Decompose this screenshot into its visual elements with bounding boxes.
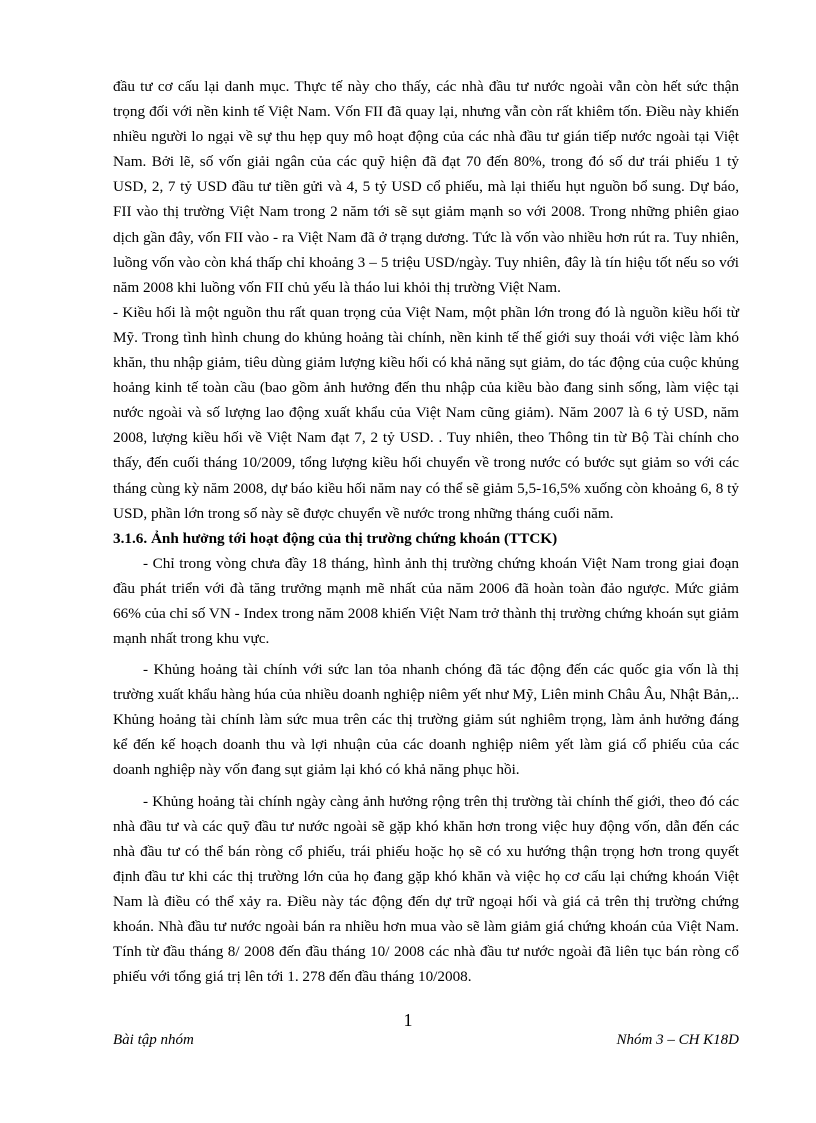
footer-left-text: Bài tập nhóm [113, 1032, 194, 1048]
paragraph-export-markets: - Khủng hoảng tài chính với sức lan tỏa nhanh chóng đã tác động đến các quốc gia vốn là thị trường xuất khẩu hàng húa của nhiều doanh nghiệp niêm yết như Mỹ, Liên minh Châu Âu, Nhật Bản,.. Khủng hoảng tài chính làm sức mua trên các thị trường giảm sút nghiêm trọng, làm ảnh hưởng đáng kể đến kế hoạch doanh thu và lợi nhuận của các doanh nghiệp niêm yết làm giá cổ phiếu của các doanh nghiệp này vốn đang sụt giảm lại khó có khả năng phục hồi. [113, 661, 739, 779]
paragraph-remittance: - Kiều hối là một nguồn thu rất quan trọng của Việt Nam, một phần lớn trong đó là nguồn kiều hối từ Mỹ. Trong tình hình chung do khủng hoảng tài chính, nền kinh tế thế giới suy thoái với việc làm khó khăn, thu nhập giảm, tiêu dùng giảm lượng kiều hối có khả năng sụt giảm, do tác động của cuộc khủng hoảng kinh tế toàn cầu (bao gồm ảnh hưởng đến thu nhập của kiều bào đang sinh sống, làm việc tại nước ngoài và số lượng lao động xuất khẩu của Việt Nam cũng giảm). Năm 2007 là 6 tỷ USD, năm 2008, lượng kiều hối về Việt Nam đạt 7, 2 tỷ USD. . Tuy nhiên, theo Thông tin từ Bộ Tài chính cho thấy, đến cuối tháng 10/2009, tổng lượng kiều hối chuyển về trong nước có bước sụt giảm so với các tháng cùng kỳ năm 2008, dự báo kiều hối năm nay có thể sẽ giảm 5,5-16,5% xuống còn khoảng 6, 8 tỷ USD, phần lớn trong số này sẽ được chuyển về nước trong những tháng cuối năm. [113, 303, 739, 522]
paragraph-fii: đầu tư cơ cấu lại danh mục. Thực tế này cho thấy, các nhà đầu tư nước ngoài vẫn còn hết sức thận trọng đối với nền kinh tế Việt Nam. Vốn FII đã quay lại, nhưng vẫn còn rất khiêm tốn. Điều này khiến nhiều người lo ngại về sự thu hẹp quy mô hoạt động của các nhà đầu tư gián tiếp nước ngoài tại Việt Nam. Bởi lẽ, số vốn giải ngân của các quỹ hiện đã đạt 70 đến 80%, trong đó số dư trái phiếu 1 tỷ USD, 2, 7 tỷ USD đầu tư tiền gửi và 4, 5 tỷ USD cổ phiếu, mà lại thiếu hụt nguồn bổ sung. Dự báo, FII vào thị trường Việt Nam trong 2 năm tới sẽ sụt giảm mạnh so với 2008. Trong những phiên giao dịch gần đây, vốn FII vào - ra Việt Nam đã ở trạng dương. Tức là vốn vào nhiều hơn rút ra. Tuy nhiên, luồng vốn vào còn khá thấp chỉ khoảng 3 – 5 triệu USD/ngày. Tuy nhiên, đây là tín hiệu tốt nếu so với năm 2008 khi luồng vốn FII chủ yếu là tháo lui khỏi thị trường Việt Nam. [113, 78, 739, 296]
paragraph-foreign-investors: - Khủng hoảng tài chính ngày càng ảnh hưởng rộng trên thị trường tài chính thế giới, theo đó các nhà đầu tư và các quỹ đầu tư nước ngoài sẽ gặp khó khăn hơn trong việc huy động vốn, dẫn đến các nhà đầu tư có thể bán ròng cổ phiếu, trái phiếu hoặc họ sẽ có xu hướng thận trọng hơn trong quyết định đầu tư khi các thị trường lớn của họ đang gặp khó khăn và việc họ cơ cấu lại chứng khoán Việt Nam là điều có thể xảy ra. Điều này tác động đến dự trữ ngoại hối và giá cả trên thị trường chứng khoán. Nhà đầu tư nước ngoài bán ra nhiều hơn mua vào sẽ làm giảm giá chứng khoán của Việt Nam. Tính từ đầu tháng 8/ 2008 đến đầu tháng 10/ 2008 các nhà đầu tư nước ngoài đã liên tục bán ròng cổ phiếu với tổng giá trị lên tới 1. 278 đến đầu tháng 10/2008. [113, 792, 739, 986]
section-heading: 3.1.6. Ảnh hưởng tới hoạt động của thị trường chứng khoán (TTCK) [113, 529, 558, 547]
document-body [113, 74, 739, 989]
page-number: 1 [403, 1010, 413, 1030]
paragraph-vnindex: - Chỉ trong vòng chưa đầy 18 tháng, hình ảnh thị trường chứng khoán Việt Nam trong giai đoạn đầu phát triển với đà tăng trưởng mạnh mẽ nhất của năm 2006 đã hoàn toàn đảo ngược. Mức giảm 66% của chỉ số VN - Index trong năm 2008 khiến Việt Nam trở thành thị trường chứng khoán sụt giảm mạnh nhất trong khu vực. [113, 554, 739, 647]
footer-right-text: Nhóm 3 – CH K18D [616, 1032, 739, 1048]
